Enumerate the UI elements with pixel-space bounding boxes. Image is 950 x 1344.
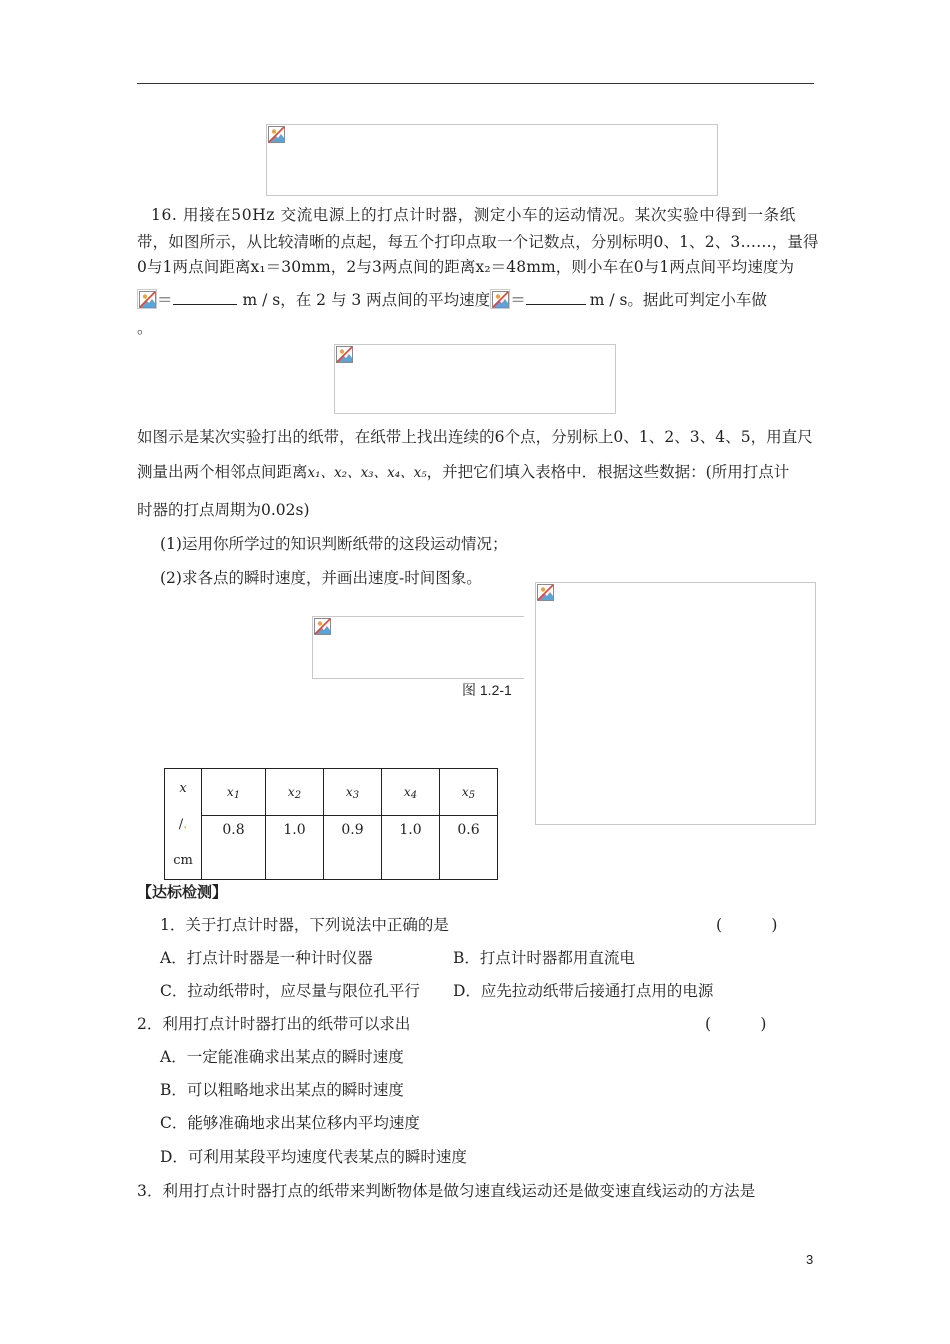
table-header-x3: $x_3$ [324, 769, 382, 816]
mc1-stem: 1．关于打点计时器，下列说法中正确的是 [160, 916, 449, 934]
row-label-slash: / [178, 817, 184, 832]
table-cell: 0.9 [324, 816, 382, 880]
table-cell: 0.8 [202, 816, 266, 880]
broken-image-icon [137, 289, 157, 309]
mc2-option-d[interactable]: D．可利用某段平均速度代表某点的瞬时速度 [160, 1148, 467, 1166]
q16-line2: 带，如图所示，从比较清晰的点起，每五个打印点取一个记数点，分别标明0、1、2、3……，量得 [137, 233, 819, 251]
mc2-stem: 2．利用打点计时器打出的纸带可以求出 [137, 1015, 411, 1033]
table-header-x4: $x_4$ [382, 769, 440, 816]
mc1-option-a[interactable]: A．打点计时器是一种计时仪器 [160, 949, 373, 967]
figure-image-tape [334, 344, 616, 414]
row-label-x: x [179, 781, 187, 796]
broken-image-icon [490, 289, 510, 309]
table-cell: 1.0 [266, 816, 324, 880]
mc1-answer-paren: ( ) [716, 916, 778, 934]
table-header-x2: $x_2$ [266, 769, 324, 816]
data-table [164, 768, 498, 880]
mc2-answer-paren: ( ) [705, 1015, 767, 1033]
equals-sign: ＝ [510, 291, 526, 309]
mc1-option-b[interactable]: B．打点计时器都用直流电 [453, 949, 635, 967]
q16-line5: 。 [137, 319, 153, 337]
figure-caption: 图 1.2-1 [462, 682, 512, 698]
q17-item2: (2)求各点的瞬时速度，并画出速度-时间图象。 [160, 569, 482, 587]
mc3-stem: 3．利用打点计时器打点的纸带来判断物体是做匀速直线运动还是做变速直线运动的方法是 [137, 1182, 756, 1200]
figure-image-tape-2 [312, 616, 524, 679]
mc2-option-c[interactable]: C．能够准确地求出某位移内平均速度 [160, 1114, 420, 1132]
header-rule [137, 83, 814, 84]
table-cell: 1.0 [382, 816, 440, 880]
q16-line1: 16. 用接在50Hz 交流电源上的打点计时器，测定小车的运动情况。某次实验中得到一条纸 [151, 206, 796, 224]
broken-image-icon [267, 125, 287, 145]
page-number: 3 [806, 1252, 814, 1267]
mc2-option-a[interactable]: A．一定能准确求出某点的瞬时速度 [160, 1048, 404, 1066]
row-label-unit: cm [173, 853, 193, 868]
table-header-x5: $x_5$ [440, 769, 498, 816]
q16-line4 [137, 289, 767, 310]
q17-line3: 时器的打点周期为0.02s) [137, 501, 310, 519]
q17-item1: (1)运用你所学过的知识判断纸带的这段运动情况； [160, 535, 508, 553]
table-cell: 0.6 [440, 816, 498, 880]
q17-line1: 如图示是某次实验打出的纸带，在纸带上找出连续的6个点，分别标上0、1、2、3、4、5，用直尺 [137, 428, 813, 446]
q17-line2 [137, 462, 789, 483]
broken-image-icon [335, 345, 355, 365]
q16-line3: 0与1两点间距离x₁＝30mm，2与3两点间的距离x₂＝48mm，则小车在0与1两点间平均速度为 [137, 258, 795, 276]
answer-blank-1[interactable] [173, 290, 237, 305]
q17-line2-a: 测量出两个相邻点间距离 [137, 463, 308, 481]
mc2-option-b[interactable]: B．可以粗略地求出某点的瞬时速度 [160, 1081, 404, 1099]
mc1-option-c[interactable]: C．拉动纸带时，应尽量与限位孔平行 [160, 982, 420, 1000]
figure-image-top [266, 124, 718, 196]
table-row-label: x /. cm [165, 769, 202, 880]
section-title: 【达标检测】 [137, 883, 228, 901]
q16-line4-mid: m / s，在 2 与 3 两点间的平均速度 [242, 291, 491, 309]
q16-line4-end: m / s。据此可判定小车做 [589, 291, 767, 309]
broken-image-icon [313, 617, 333, 637]
q17-line2-b: ，并把它们填入表格中．根据这些数据：(所用打点计 [426, 463, 790, 481]
table-header-x1: $x_1$ [202, 769, 266, 816]
figure-image-graph [535, 582, 816, 825]
answer-blank-2[interactable] [526, 290, 586, 305]
broken-image-icon [536, 583, 556, 603]
q17-line2-vars: x₁、x₂、x₃、x₄、x₅ [307, 465, 427, 481]
mc1-option-d[interactable]: D．应先拉动纸带后接通打点用的电源 [453, 982, 714, 1000]
equals-sign: ＝ [157, 291, 173, 309]
